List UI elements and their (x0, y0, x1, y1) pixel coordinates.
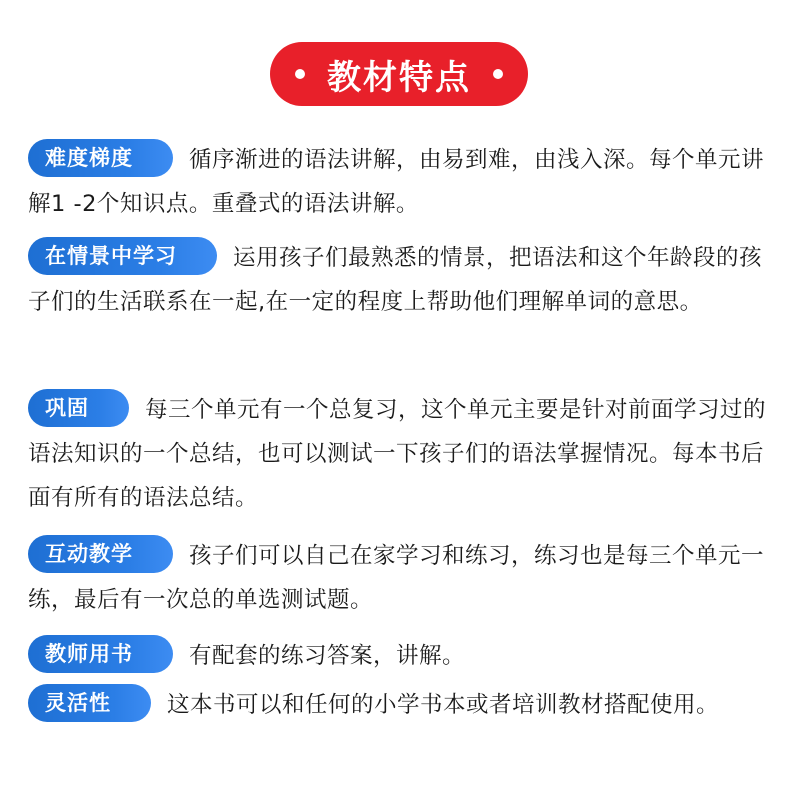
feature-text-context: 运用孩子们最熟悉的情景，把语法和这个年龄段的孩子们的生活联系在一起,在一定的程度上帮助他们理解单词的意思。 (28, 245, 763, 315)
feature-tag-interactive: 互动教学 (28, 535, 173, 573)
bullet-dot-left (295, 69, 305, 79)
feature-tag-consolidate: 巩固 (28, 389, 129, 427)
feature-context (28, 236, 776, 324)
title-banner (270, 42, 528, 106)
page-title: 教材特点 (327, 57, 471, 98)
feature-tag-context: 在情景中学习 (28, 237, 217, 275)
feature-consolidate (28, 388, 776, 520)
bullet-dot-right (493, 69, 503, 79)
feature-teacher-book (28, 634, 776, 678)
feature-text-teacher-book: 有配套的练习答案，讲解。 (189, 643, 466, 669)
feature-interactive (28, 534, 776, 622)
feature-flexibility (28, 683, 776, 727)
feature-text-interactive: 孩子们可以自己在家学习和练习，练习也是每三个单元一练，最后有一次总的单选测试题。 (28, 543, 765, 613)
feature-tag-teacher-book: 教师用书 (28, 635, 173, 673)
feature-text-consolidate: 每三个单元有一个总复习，这个单元主要是针对前面学习过的语法知识的一个总结，也可以测试一下孩子们的语法掌握情况。每本书后面有所有的语法总结。 (28, 397, 767, 511)
feature-difficulty (28, 138, 776, 226)
feature-text-flexibility: 这本书可以和任何的小学书本或者培训教材搭配使用。 (167, 692, 720, 718)
feature-tag-difficulty: 难度梯度 (28, 139, 173, 177)
feature-text-difficulty: 循序渐进的语法讲解，由易到难，由浅入深。每个单元讲解1 -2个知识点。重叠式的语法讲解。 (28, 147, 765, 217)
feature-tag-flexibility: 灵活性 (28, 684, 151, 722)
